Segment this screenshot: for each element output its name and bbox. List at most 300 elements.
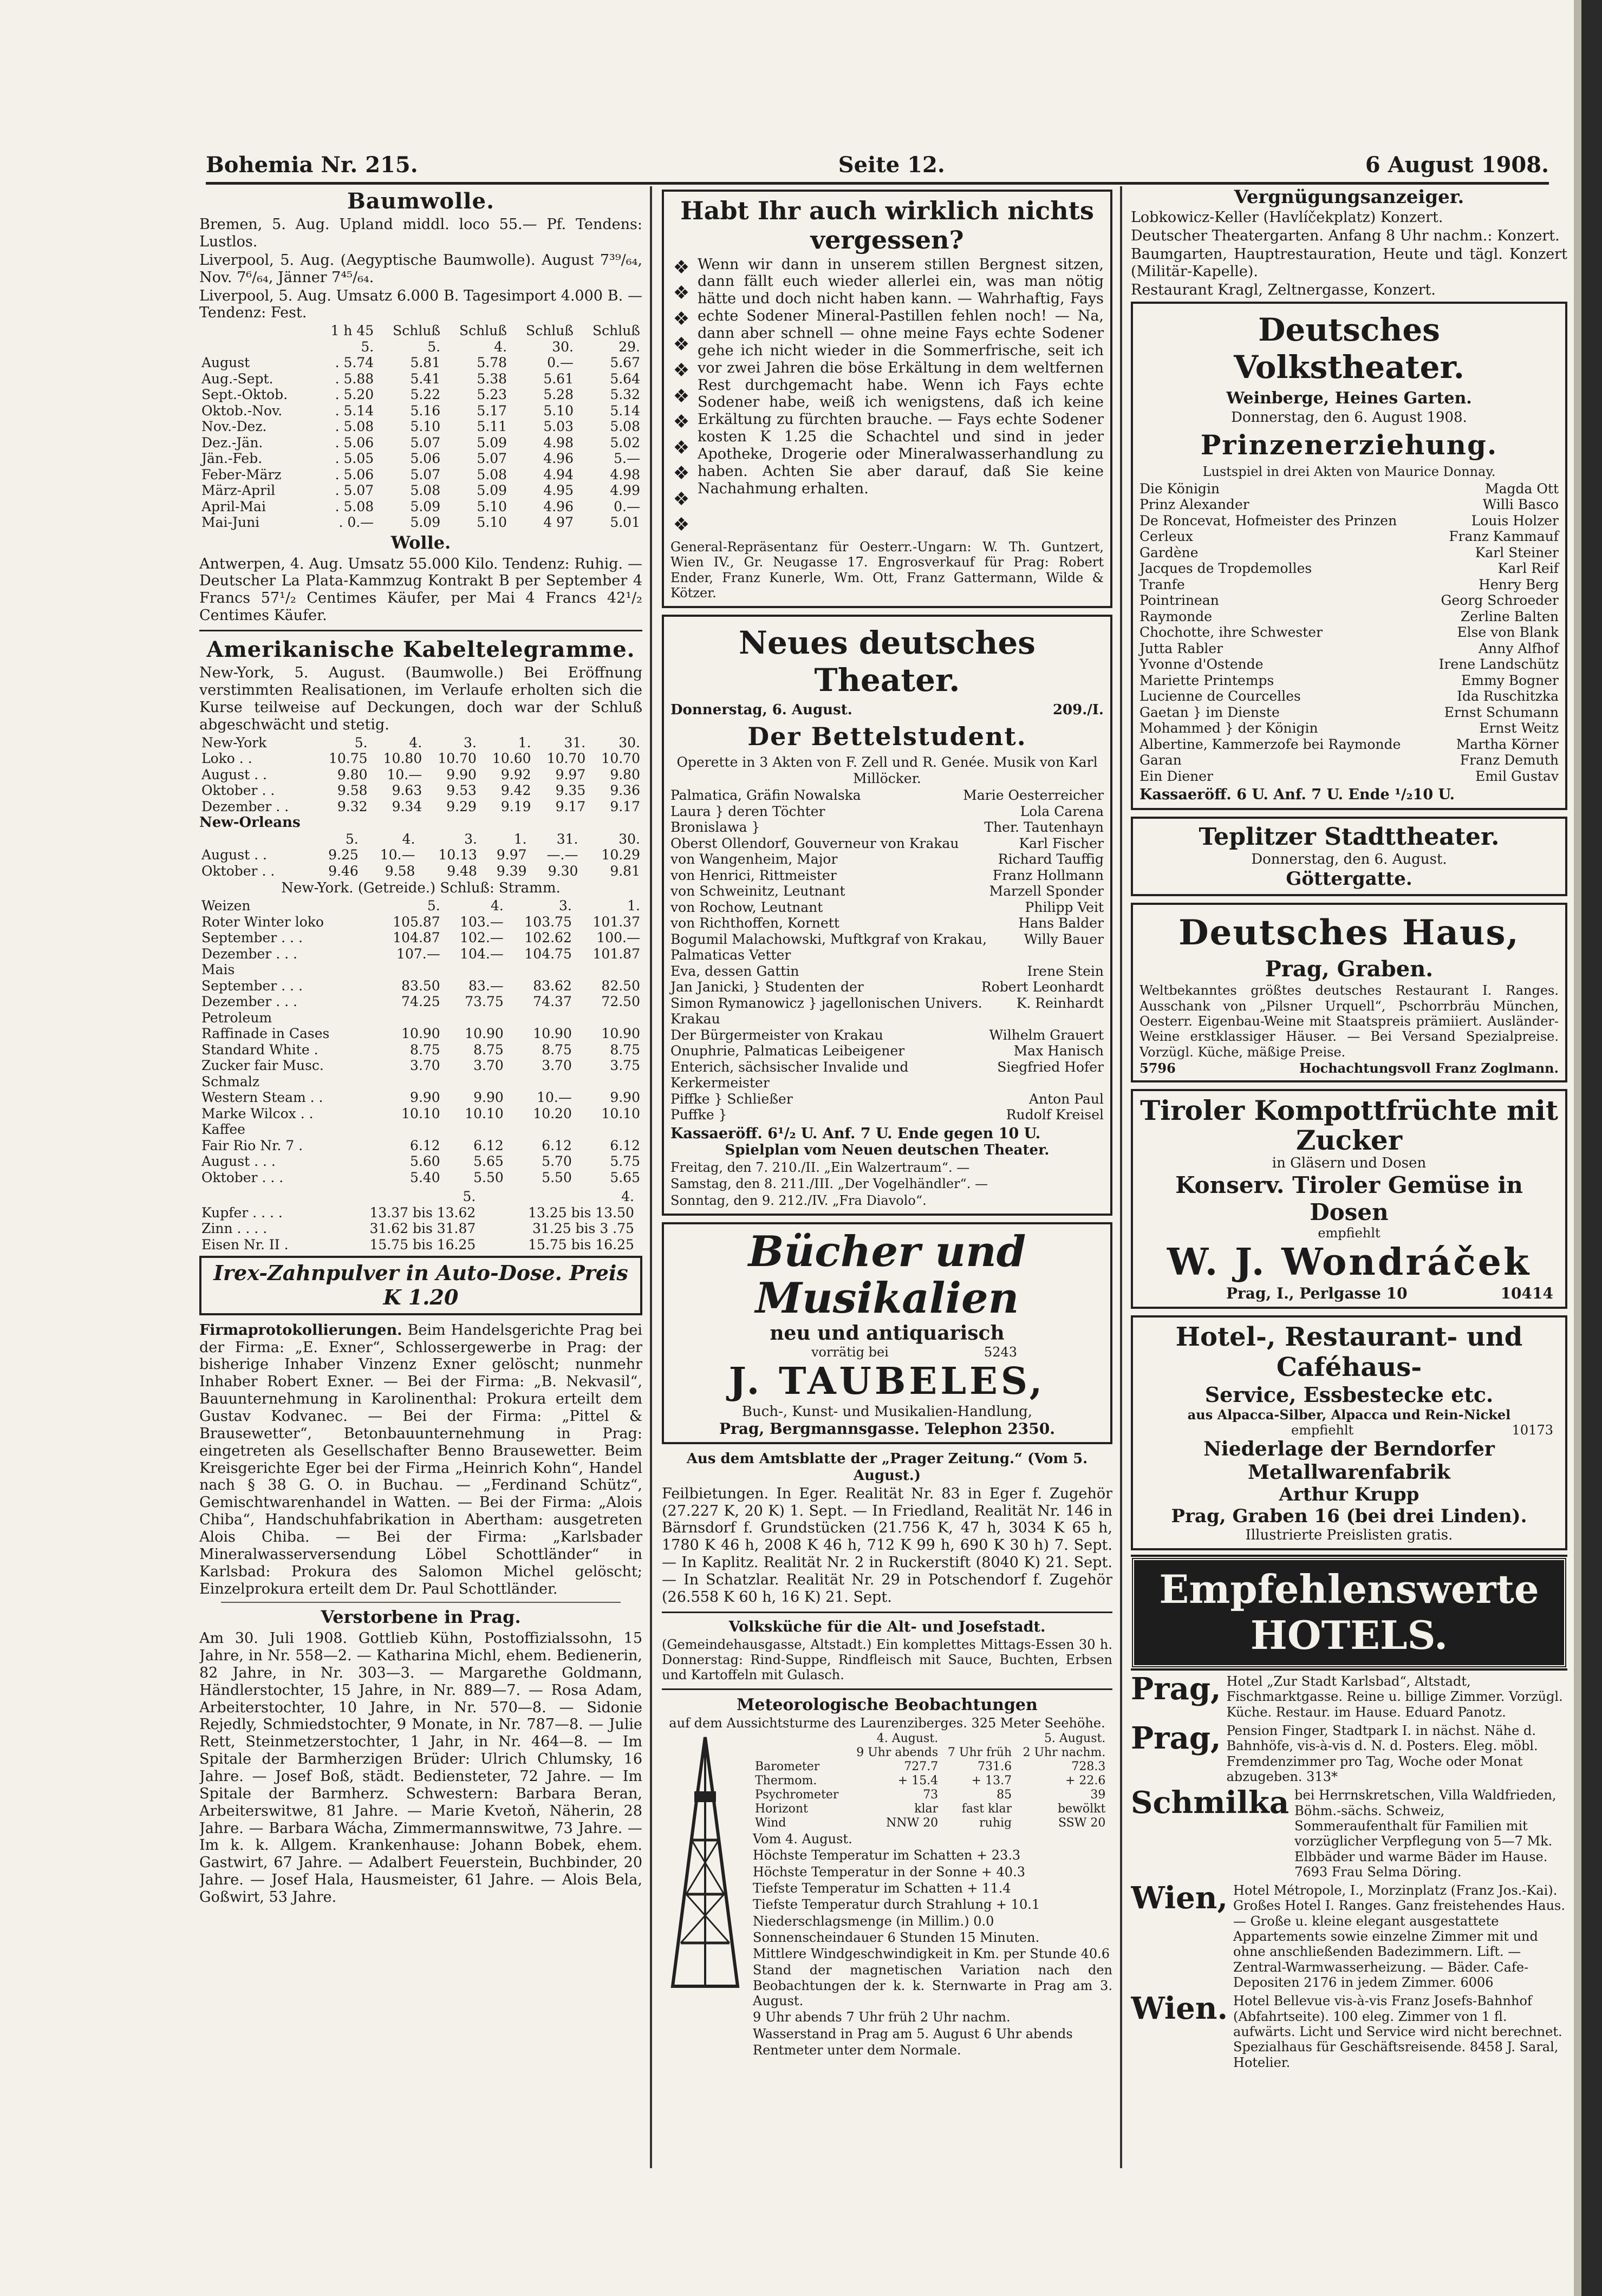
table-header-cell: 1. [513, 831, 527, 847]
table-cell: 104.— [460, 945, 504, 962]
table-cell [442, 1074, 506, 1090]
table-cell: . 5.06 [335, 466, 374, 482]
dh-location: Prag, Graben. [1265, 956, 1434, 982]
table-cell [636, 1221, 642, 1237]
table-cell: 5.06 [410, 451, 441, 467]
volkstheater-cast-list [1139, 481, 1559, 785]
table-cell: 31.25 bis 3 .75 [532, 1221, 634, 1236]
table-cell: 6.12 [473, 1137, 504, 1153]
table-cell: 10.75 [328, 751, 368, 767]
cast-actor: Else von Blank [1457, 624, 1559, 641]
table-cell: 101.87 [592, 945, 640, 962]
table-cell: . 5.07 [335, 482, 374, 499]
table-cell: Standard White . [201, 1041, 318, 1058]
sodener-agency: General-Repräsentanz für Oesterr.-Ungarn: W. Th. Guntzert, Wien IV., Gr. Neugasse 17. Engrosverkauf für Prag: Robert Ender, Franz Kunerle, Wm. Ott, Franz Gattermann, Wilde & Kötzer. [670, 539, 1104, 601]
table-cell: Petroleum [201, 1009, 272, 1026]
table-cell: 5.08 [477, 466, 507, 482]
cast-actor: Emil Gustav [1475, 768, 1559, 784]
table-row [199, 1121, 642, 1138]
text-line: Wasserstand in Prag am 5. August 6 Uhr abends [753, 2026, 1073, 2041]
tirol-line: Konserv. Tiroler Gemüse in Dosen [1175, 1171, 1523, 1225]
table-cell: Dezember . . . [201, 945, 297, 962]
table-cell: 4.95 [543, 482, 574, 499]
neues-theater-heading: Neues deutsches Theater. [739, 624, 1036, 699]
krupp-heading: Hotel-, Restaurant- und Caféhaus- [1175, 1321, 1523, 1383]
table-cell: 5.60 [410, 1153, 440, 1169]
cast-role: Prinz Alexander [1139, 497, 1249, 513]
cast-role: Albertine, Kammerzofe bei Raymonde [1139, 736, 1401, 752]
text-line: Bremen, 5. Aug. Upland middl. loco 55.— Pf. Tendens: Lustlos. [199, 216, 642, 251]
hotel-text: Hotel Bellevue vis-à-vis Franz Josefs-Bahnhof (Abfahrtseite). 100 eleg. Zimmer von 1 fl. aufwärts. Licht und Service wird nicht berechnet. Spezialhaus für Geschäftsreisende. 8458 J. Saral, Hotelier. [1233, 1993, 1562, 2070]
table-row [199, 1106, 642, 1122]
table-cell: 5.07 [410, 434, 441, 451]
table-cell: 10.70 [601, 751, 640, 767]
table-cell: Oktober . . . [201, 1169, 284, 1185]
dh-text: Weltbekanntes größtes deutsches Restaurant I. Ranges. Ausschank von „Pilsner Urquell“, Pschorrbräu München, Oesterr. Eigenbau-Weine mit Staatspreis prämiiert. Ausländer-Weine erstklassiger Häuser. — Bei Versand Spezialpreise. Vorzügl. Küche, mäßige Preise. [1139, 983, 1559, 1060]
table-row [199, 962, 642, 978]
text-line: Sonnenscheindauer 6 Stunden 15 Minuten. [753, 1929, 1040, 1945]
table-header-cell: Weizen [201, 898, 251, 914]
sodener-advert [662, 190, 1112, 608]
table-row [199, 978, 642, 994]
cast-role: Gardène [1139, 544, 1199, 560]
table-cell [636, 1205, 642, 1221]
table-cell: 5.14 [610, 402, 640, 419]
table-cell: . 5.05 [335, 451, 374, 467]
table-cell: März-April [201, 482, 276, 499]
cast-row [1139, 545, 1559, 561]
table-cell: 9.29 [446, 798, 477, 814]
table-cell: . 5.20 [335, 387, 374, 403]
table-cell: 0.— [547, 355, 574, 371]
table-cell: 8.75 [610, 1041, 640, 1058]
table-row [199, 1026, 642, 1042]
table-cell [442, 1010, 506, 1026]
tirol-empfiehlt: empfiehlt [1318, 1225, 1380, 1241]
table-header-cell: 30. [552, 338, 574, 355]
cast-row [1139, 592, 1559, 609]
table-cell: 10.90 [401, 1026, 440, 1041]
cast-actor: Max Hanisch [1013, 1043, 1104, 1059]
table-row [199, 782, 642, 799]
hotels-list [1131, 1671, 1567, 2070]
cast-actor: Irene Landschütz [1438, 656, 1559, 673]
hotels-heading: Empfehlenswerte HOTELS. [1131, 1557, 1567, 1668]
table-header-cell [199, 323, 315, 339]
taubeles-sub: neu und antiquarisch [770, 1321, 1005, 1345]
table-cell: —.— [546, 847, 578, 863]
cast-actor: Siegfried Hofer [997, 1059, 1104, 1075]
cast-row [1139, 752, 1559, 768]
table-cell: 731.6 [978, 1760, 1012, 1774]
cast-actor: Ida Ruschitzka [1457, 688, 1559, 705]
sodener-heading: Habt Ihr auch wirklich nichts vergessen? [680, 196, 1094, 255]
wondracek-name: W. J. Wondráček [1167, 1241, 1532, 1284]
page-edge-shadow [1574, 0, 1581, 2296]
table-row [199, 799, 642, 815]
table-cell: 5.09 [410, 498, 441, 514]
cast-actor: Karl Steiner [1475, 544, 1559, 560]
cast-role: Ein Diener [1139, 768, 1213, 784]
table-cell: Feber-März [201, 466, 282, 482]
cast-role: Simon Rymanowicz } jagellonischen Univers. Krakau [670, 995, 982, 1027]
table-cell: 9.58 [337, 782, 368, 799]
taubeles-name: J. TAUBELES, [728, 1360, 1046, 1404]
table-cell: 5.02 [610, 434, 640, 451]
table-cell: . 5.08 [335, 498, 374, 514]
cast-actor: Karl Reif [1497, 560, 1559, 577]
table-header-cell: 5. August. [1044, 1732, 1106, 1746]
header-center: Seite 12. [838, 152, 945, 178]
table-row [199, 371, 642, 387]
table-cell: 10.60 [492, 751, 531, 767]
cast-row [1139, 577, 1559, 593]
hotel-city: Schmilka [1131, 1785, 1290, 1821]
cast-actor: Georg Schroeder [1441, 592, 1559, 609]
table-header-cell: 5. [361, 338, 374, 355]
table-cell: 10.— [380, 847, 415, 863]
table-cell [506, 1010, 574, 1026]
table-row [199, 1138, 642, 1154]
table-cell: 9.80 [610, 766, 640, 782]
cast-role: Raymonde [1139, 608, 1213, 624]
table-cell: 5.08 [610, 419, 640, 435]
table-row [753, 1774, 1112, 1788]
text-line: Sonntag, den 9. 212./IV. „Fra Diavolo“. [670, 1192, 927, 1208]
cast-actor: Anny Alfhof [1478, 640, 1559, 656]
table-cell: Dezember . . . [201, 994, 297, 1009]
table-cell: 103.75 [524, 914, 572, 930]
table-cell: Kaffee [201, 1121, 245, 1137]
firmen-text: Beim Handelsgerichte Prag bei der Firma: „E. Exner“, Schlossergewerbe in Prag: der bisherige Inhaber Vinzenz Exner gelöscht; nunmehr Inhaber Robert Exner. — Bei der Firma: „B. Nekvasil“, Bauunternehmung in Karolinenthal: Prokura erteilt dem Gustav Kodvanec. — Bei der Firma: „Pittel & Brausewetter“, Betonbauunternehmung in Prag: eingetreten als Gesellschafter Benno Brausewetter. Beim Kreisgerichte Eger bei der Firma „Heinrich Kohn“, Handel nach § 38 G. O. in Buchau. — „Ferdinand Schütz“, Gemischtwarenhandel in Watten. — Bei der Firma: „Alois Chiba“, Handschuhfabrikation in Abertham: ausgetreten Alois Chiba. — Bei der Firma: „Karlsbader Mineralwasserversendung Löbel Schottländer“ in Karlsbad: Prokura des Salomon Michel gelöscht; Einzelprokura erteilt dem Dr. Paul Schottländer. [199, 1321, 642, 1597]
table-header-cell [199, 339, 315, 355]
table-header-cell: 31. [556, 831, 578, 847]
table-cell: August . . [201, 766, 267, 782]
text-line: Rentmeter unter dem Normale. [753, 2043, 961, 2058]
table-cell: 10.70 [546, 751, 586, 767]
vergnuegung-heading: Vergnügungsanzeiger. [1234, 186, 1464, 208]
hotel-entry [1131, 1880, 1567, 1990]
cast-actor: Marzell Sponder [989, 883, 1104, 899]
cast-actor: Willy Bauer [1024, 931, 1104, 947]
cast-row [1139, 768, 1559, 785]
cast-row [670, 883, 1104, 899]
krupp-sub: Service, Essbestecke etc. [1204, 1382, 1494, 1407]
table-cell: Sept.-Oktob. [201, 387, 288, 403]
table-row [199, 1153, 642, 1170]
column-3 [1131, 186, 1567, 2179]
table-cell: + 15.4 [897, 1774, 939, 1788]
cast-role: Enterich, sächsischer Invalide und Kerkermeister [670, 1059, 909, 1091]
table-cell: Mais [201, 962, 235, 977]
volkstheater-times: Kassaeröff. 6 U. Anf. 7 U. Ende ¹/₂10 U. [1139, 786, 1455, 804]
table-cell: 5.17 [477, 402, 507, 419]
cast-role: von Rochow, Leutnant [670, 899, 823, 915]
table-cell: 102.62 [524, 930, 572, 945]
table-header-cell: 30. [618, 831, 640, 847]
table-row [199, 1221, 642, 1237]
amtsblatt-text: Feilbietungen. In Eger. Realität Nr. 83 in Eger f. Zugehör (27.227 K, 20 K) 1. Sept. — In Friedland, Realität Nr. 146 in Bärnsdorf f. Grundstücken (21.756 K, 47 h, 3034 K 65 h, 1780 K 46 h, 2008 K 46 h, 712 K 99 h, 690 K 30 h) 7. Sept. — In Kaplitz. Realität Nr. 2 in Ruckerstift (8040 K) 21. Sept. — In Schatzlar. Realität Nr. 29 in Potschendorf f. Zugehör (26.558 K 60 h, 16 K) 21. Sept. [662, 1485, 1112, 1606]
table-row [199, 1170, 642, 1186]
table-cell: Horizont [755, 1802, 808, 1816]
cast-role: Eva, dessen Gattin [670, 963, 799, 979]
cast-row [1139, 497, 1559, 513]
table-cell: + 13.7 [971, 1774, 1012, 1788]
table-row [199, 767, 642, 783]
table-row [199, 499, 642, 515]
table-cell: 5.65 [473, 1153, 504, 1169]
cast-role: Onuphrie, Palmaticas Leibeigener [670, 1043, 905, 1059]
commodity-table [199, 898, 642, 1185]
table-cell: . 5.74 [335, 355, 374, 371]
table-cell [478, 1221, 484, 1237]
table-cell [478, 1237, 484, 1253]
neues-play-title: Der Bettelstudent. [747, 721, 1027, 751]
text-line: Niederschlagsmenge (in Millim.) 0.0 [753, 1913, 994, 1929]
table-cell: Loko . . [201, 751, 252, 767]
cast-actor: Franz Demuth [1460, 752, 1559, 768]
cast-role: von Wangenheim, Major [670, 851, 838, 867]
column-rule-1 [650, 186, 652, 2168]
cast-row [1139, 529, 1559, 545]
table-header-cell: 5. [345, 831, 359, 847]
table-cell [478, 1205, 484, 1221]
table-header-cell: 4. [409, 734, 422, 751]
table-header-cell [753, 1746, 848, 1760]
table-row [199, 514, 642, 531]
table-header-cell: 29. [618, 338, 640, 355]
volkstheater-subtitle: Lustspiel in drei Akten von Maurice Donnay. [1202, 464, 1496, 480]
table-header-cell: 3. [464, 734, 477, 751]
table-row [199, 467, 642, 483]
text-line: Vom 4. August. [753, 1831, 852, 1847]
table-cell: fast klar [961, 1802, 1012, 1816]
table-cell: 5.03 [543, 419, 574, 435]
table-cell: bewölkt [1057, 1802, 1106, 1816]
cast-role: Der Bürgermeister von Krakau [670, 1027, 883, 1043]
table-cell: 5.09 [477, 434, 507, 451]
table-header-cell [753, 1732, 848, 1746]
table-header-cell [199, 1189, 325, 1205]
table-cell: 72.50 [601, 994, 640, 1009]
table-cell [506, 1121, 574, 1138]
cast-role: Laura } deren Töchter [670, 803, 825, 819]
hotel-city: Prag, [1131, 1671, 1221, 1707]
cast-row [670, 804, 1104, 820]
table-cell: 8.75 [542, 1041, 572, 1058]
table-cell: 5.38 [477, 370, 507, 387]
table-cell: August . . [201, 847, 267, 863]
table-cell: 9.34 [392, 798, 422, 814]
table-cell: 10.13 [438, 847, 477, 863]
tirol-heading: Tiroler Kompottfrüchte mit Zucker [1140, 1094, 1558, 1157]
table-cell: 9.36 [610, 782, 640, 799]
table-cell: 13.25 bis 13.50 [528, 1204, 634, 1221]
table-cell: 10.90 [465, 1026, 504, 1041]
hotel-city: Wien. [1131, 1991, 1228, 2027]
cast-role: Bogumil Malachowski, Muftkgraf von Krakau, Palmaticas Vetter [670, 931, 987, 963]
table-cell: 9.42 [500, 782, 531, 799]
cast-role: Puffke } [670, 1107, 727, 1123]
table-header-cell: 30. [618, 734, 640, 751]
dh-number: 5796 [1139, 1060, 1176, 1076]
table-cell [574, 1010, 642, 1026]
cast-row [670, 963, 1104, 980]
table-cell: 73 [923, 1788, 939, 1802]
table-row [199, 914, 642, 930]
table-cell [374, 1010, 442, 1026]
table-cell: 4.98 [610, 466, 640, 482]
cast-actor: Marie Oesterreicher [963, 787, 1104, 804]
teplitz-heading: Teplitzer Stadttheater. [1199, 823, 1500, 851]
cast-actor: Franz Hollmann [992, 867, 1104, 883]
table-row [199, 387, 642, 403]
table-cell: 5.22 [410, 387, 441, 403]
table-header-cell: 5. [427, 338, 441, 355]
volkstheater-play: Prinzenerziehung. [1200, 429, 1498, 461]
table-header-cell: 9 Uhr abends [856, 1746, 939, 1760]
cast-role: Gaetan } im Dienste [1139, 704, 1280, 720]
table-cell: 83.— [468, 977, 504, 994]
table-cell: . 5.88 [335, 370, 374, 387]
table-cell: 10.10 [401, 1105, 440, 1121]
table-cell: 0.— [614, 498, 640, 514]
table-cell [442, 1121, 506, 1138]
table-cell: 103.— [460, 914, 504, 930]
table-cell: Thermom. [755, 1774, 817, 1788]
text-line: Freitag, den 7. 210./II. „Ein Walzertraum“. — [670, 1160, 970, 1176]
cast-actor: Irene Stein [1027, 963, 1104, 979]
cast-actor: Karl Fischer [1019, 835, 1104, 851]
cast-actor: Robert Leonhardt [981, 979, 1104, 995]
table-cell: 104.75 [524, 945, 572, 962]
table-cell: Wind [755, 1816, 786, 1830]
table-cell: 10.80 [383, 751, 422, 767]
table-cell: Raffinade in Cases [201, 1026, 330, 1041]
volkskueche-heading: Volksküche für die Alt- und Josefstadt. [728, 1618, 1046, 1635]
table-cell: 4.96 [543, 498, 574, 514]
cast-row [670, 787, 1104, 804]
table-cell: August [201, 355, 250, 371]
cast-role: Mohammed } der Königin [1139, 720, 1318, 736]
cast-row [670, 867, 1104, 884]
cast-actor: Franz Kammauf [1449, 529, 1559, 545]
cast-role: Garan [1139, 752, 1182, 768]
krupp-name: Arthur Krupp [1279, 1484, 1419, 1506]
table-row [199, 1058, 642, 1074]
cast-row [670, 1043, 1104, 1059]
table-cell: 74.25 [401, 994, 440, 1009]
cast-role: Tranfe [1139, 576, 1185, 592]
table-header-cell: 5. [463, 1189, 476, 1204]
cast-actor: K. Reinhardt [1016, 995, 1104, 1011]
table-cell: 8.75 [410, 1041, 440, 1058]
verstorbene-text: Am 30. Juli 1908. Gottlieb Kühn, Postoffizialssohn, 15 Jahre, in Nr. 558—2. — Katharina Michl, ehem. Bedienerin, 82 Jahre, in Nr. 303—3. — Margarethe Goldmann, Händlerstochter, 15 Jahre, in Nr. 889—7. — Rosa Adam, Arbeiterstochter, 10 Jahre, in Nr. 570—8. — Sidonie Rejedly, Schmiedstochter, 9 Monate, in Nr. 787—8. — Julie Rett, Steinmetzerstochter, 1 Jahr, in Nr. 464—8. — Im Spitale der Barmherzigen Brüder: Ulrich Chlumsky, 16 Jahre. — Josef Boß, städt. Bediensteter, 72 Jahre. — Im Spitale der Barmherz. Schwestern: Barbara Beran, Arbeiterswitwe, 81 Jahre. — Marie Kvetoň, Näherin, 28 Jahre. — Barbara Wácha, Zimmermannswitwe, 73 Jahre. — Im k. k. Allgem. Krankenhause: Johann Bobek, ehem. Gastwirt, 67 Jahre. — Adalbert Feuerstein, Buchbinder, 20 Jahre. — Josef Hala, Hausmeister, 61 Jahre. — Alois Bela, Goßwirt, 53 Jahre. [199, 1630, 642, 1906]
table-row [199, 435, 642, 451]
table-cell: 5.16 [410, 402, 441, 419]
table-cell: 10.— [387, 766, 422, 782]
table-cell: Marke Wilcox . . [201, 1105, 314, 1121]
kabel-heading: Amerikanische Kabeltelegramme. [206, 637, 635, 663]
meteo-table [753, 1732, 1112, 1830]
neues-times: Kassaeröff. 6¹/₂ U. Anf. 7 U. Ende gegen 10 U. [670, 1125, 1041, 1142]
table-cell: 6.12 [542, 1137, 572, 1153]
krupp-advert [1131, 1315, 1567, 1551]
divider [662, 1612, 1112, 1613]
cast-row [670, 1027, 1104, 1043]
table-cell: 10.29 [601, 847, 640, 863]
table-cell: 5.10 [477, 514, 507, 531]
table-cell: 4.94 [543, 466, 574, 482]
table-cell [506, 962, 574, 978]
wondracek-advert [1131, 1089, 1567, 1308]
table-header-cell: 4. [490, 898, 504, 914]
table-cell: 9.17 [610, 798, 640, 814]
table-cell: 8.75 [473, 1041, 504, 1058]
table-cell: April-Mai [201, 498, 266, 514]
table-cell: + 22.6 [1065, 1774, 1106, 1788]
column-rule-2 [1120, 186, 1122, 2168]
cast-role: Jan Janicki, } Studenten der [670, 979, 864, 995]
table-cell: . 5.08 [335, 419, 374, 435]
column-1 [199, 186, 642, 2179]
cast-actor: Willi Basco [1482, 497, 1559, 513]
cast-role: Jacques de Tropdemolles [1139, 560, 1312, 577]
table-cell: 9.80 [337, 766, 368, 782]
volkstheater-date: Donnerstag, den 6. August 1908. [1231, 409, 1467, 426]
table-cell: 83.62 [533, 977, 572, 994]
table-cell [574, 1121, 642, 1138]
baumwolle-reports [199, 216, 642, 322]
text-line: Stand der magnetischen Variation nach den Beobachtungen der k. k. Sternwarte in Prag am 3. August. [753, 1962, 1112, 2009]
table-cell: 4.96 [543, 451, 574, 467]
table-row [753, 1816, 1112, 1830]
wolle-heading: Wolle. [390, 532, 451, 553]
cast-role: Die Königin [1139, 480, 1220, 497]
table-header-cell [940, 1732, 1014, 1746]
cast-actor: Henry Berg [1479, 576, 1559, 592]
table-cell: Mai-Juni [201, 514, 260, 531]
header-left: Bohemia Nr. 215. [206, 152, 418, 178]
cast-actor: Ernst Schumann [1444, 704, 1559, 720]
table-cell: 6.12 [410, 1137, 440, 1153]
table-row [199, 419, 642, 435]
table-cell: 5.32 [610, 387, 640, 403]
table-cell: ruhig [979, 1816, 1012, 1830]
table-cell: 5.64 [610, 370, 640, 387]
hotel-entry [1131, 1720, 1567, 1784]
hotel-text: Hotel Métropole, I., Morzinplatz (Franz Jos.-Kai). Großes Hotel I. Ranges. Ganz freistehendes Haus. — Große u. kleine elegant ausgestattete Appartements sowie einzelne Zimmer mit und ohne anschließenden Badezimmern. Lift. — Zentral-Warmwasserheizung. — Bäder. Cafe-Depositen 2176 in jedem Zimmer. 6006 [1233, 1883, 1565, 1990]
text-line: Tiefste Temperatur im Schatten + 11.4 [753, 1880, 1011, 1896]
table-cell: 5.08 [410, 482, 441, 499]
table-row [199, 994, 642, 1010]
table-cell: 727.7 [904, 1760, 939, 1774]
table-cell: 5.10 [410, 419, 441, 435]
table-cell: 3.75 [610, 1058, 640, 1073]
table-header-cell [478, 1189, 484, 1205]
table-row [199, 946, 642, 962]
text-line: Mittlere Windgeschwindigkeit in Km. per Stunde 40.6 [753, 1946, 1110, 1962]
wondracek-address: Prag, I., Perlgasse 10 [1226, 1284, 1408, 1302]
table-row [199, 355, 642, 371]
table-cell: 5.67 [610, 355, 640, 371]
table-cell: 9.17 [555, 798, 586, 814]
table-cell: 82.50 [601, 977, 640, 994]
table-row [199, 847, 642, 863]
table-header-cell: 3. [559, 898, 572, 914]
table-cell: Oktober . . [201, 863, 275, 879]
table-cell: 5.10 [477, 498, 507, 514]
